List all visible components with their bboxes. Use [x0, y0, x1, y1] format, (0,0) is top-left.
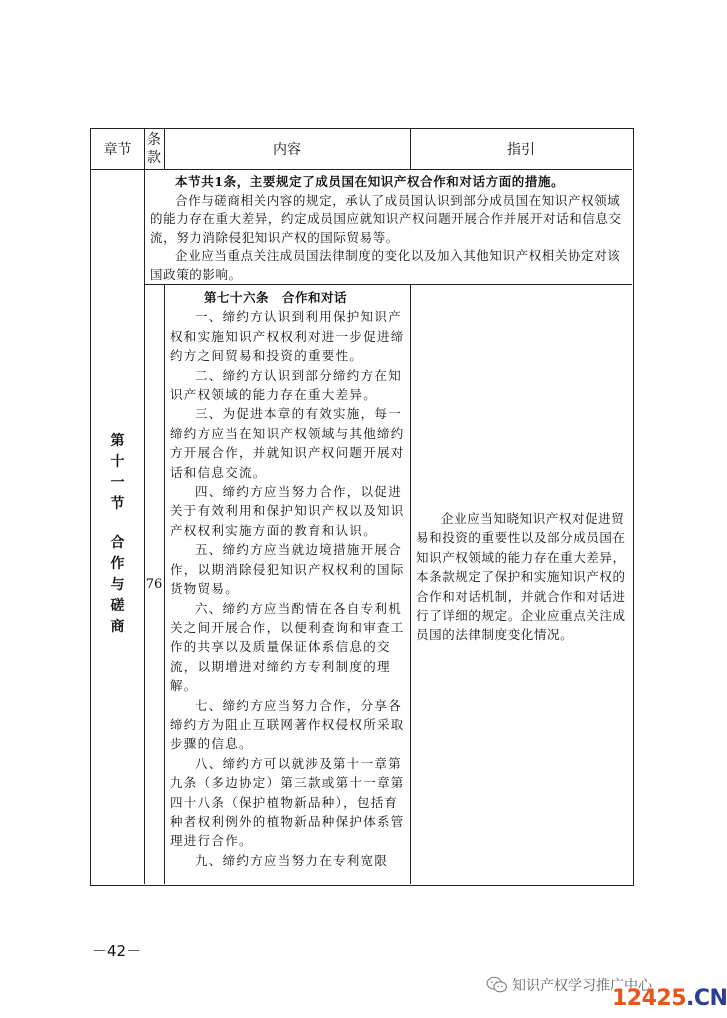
header-article-line2: 款: [147, 150, 161, 166]
section-char: 第: [110, 433, 125, 449]
article-paragraph: 一、缔约方认识到利用保护知识产权和实施知识产权权利对进一步促进缔约方之间贸易和投资的重要性。: [170, 309, 405, 364]
col-divider-guide: [410, 284, 411, 884]
article-title: 第七十六条 合作和对话: [204, 290, 348, 305]
article-number: 76: [145, 576, 163, 592]
section-char: 与: [110, 577, 125, 593]
wechat-icon: [486, 976, 508, 994]
article-paragraph: 七、缔约方应当努力合作，分享各缔约方为阻止互联网著作权侵权所采取步骤的信息。: [170, 697, 405, 752]
summary-lead: 本节共1条，主要规定了成员国在知识产权合作和对话方面的措施。: [175, 174, 565, 189]
summary-paragraph: 合作与磋商相关内容的规定，承认了成员国认识到部分成员国在知识产权领域的能力存在重大差异，约定成员国应就知识产权问题开展合作并展开对话和信息交流，努力消除侵犯知识产权的国际贸易等。: [150, 192, 622, 245]
header-article-line1: 条: [147, 132, 161, 148]
section-char: 合: [110, 535, 125, 551]
section-char: 磋: [110, 598, 125, 614]
header-divider: [91, 169, 632, 170]
guide-content: [416, 509, 628, 645]
col-divider-article: [164, 284, 165, 884]
header-article: [144, 131, 164, 169]
article-content: [170, 288, 406, 870]
section-label-bottom: [91, 533, 144, 638]
article-paragraph: 六、缔约方应当酌情在各自专利机关之间开展合作，以便利查询和审查工作的共享以及质量保证体系信息的交流，以期增进对缔约方专利制度的理解。: [170, 600, 405, 694]
summary-divider: [144, 284, 632, 285]
section-label-top: [91, 431, 144, 515]
header-chapter: 章节: [103, 142, 132, 158]
header-guide: 指引: [507, 142, 535, 158]
summary-paragraph: 企业应当重点关注成员国法律制度的变化以及加入其他知识产权相关协定对该国政策的影响。: [150, 248, 621, 282]
article-paragraph: 八、缔约方可以就涉及第十一章第九条（多边协定）第三款或第十一章第四十八条（保护植物新品种），包括育种者权利例外的植物新品种保护体系管理进行合作。: [170, 755, 405, 849]
site-logo: [612, 986, 727, 1011]
article-paragraph: 三、为促进本章的有效实施，每一缔约方应当在知识产权领域与其他缔约方开展合作，并就知识产权问题开展对话和信息交流。: [170, 406, 405, 480]
section-char: 商: [110, 619, 125, 635]
section-char: 一: [110, 475, 125, 491]
guide-table: [90, 128, 634, 886]
article-paragraph: 四、缔约方应当努力合作，以促进关于有效利用和保护知识产权以及知识产权权利实施方面的教育和认识。: [170, 484, 405, 538]
header-content: 内容: [273, 142, 301, 158]
article-paragraph: 二、缔约方认识到部分缔约方在知识产权领域的能力存在重大差异。: [170, 367, 403, 403]
section-char: 十: [110, 454, 125, 470]
section-char: 节: [110, 496, 125, 512]
watermark-text: 知识产权学习推广中心: [512, 978, 652, 994]
section-summary: [150, 173, 628, 284]
guide-paragraph: 企业应当知晓知识产权对促进贸易和投资的重要性以及部分成员国在知识产权领域的能力存在重大差异，本条款规定了保护和实施知识产权的合作和对话机制，并就合作和对话进行了详细的规定。企业应重点关注成员国的法律制度变化情况。: [416, 511, 626, 643]
article-paragraph: 九、缔约方应当努力在专利宽限: [195, 852, 389, 868]
article-paragraph: 五、缔约方应当就边境措施开展合作，以期消除侵犯知识产权权利的国际货物贸易。: [170, 542, 405, 597]
section-char: 作: [110, 556, 125, 572]
page-number: －42－: [92, 942, 142, 960]
logo-digits: 12425: [612, 986, 687, 1011]
logo-suffix: .CN: [686, 986, 727, 1011]
